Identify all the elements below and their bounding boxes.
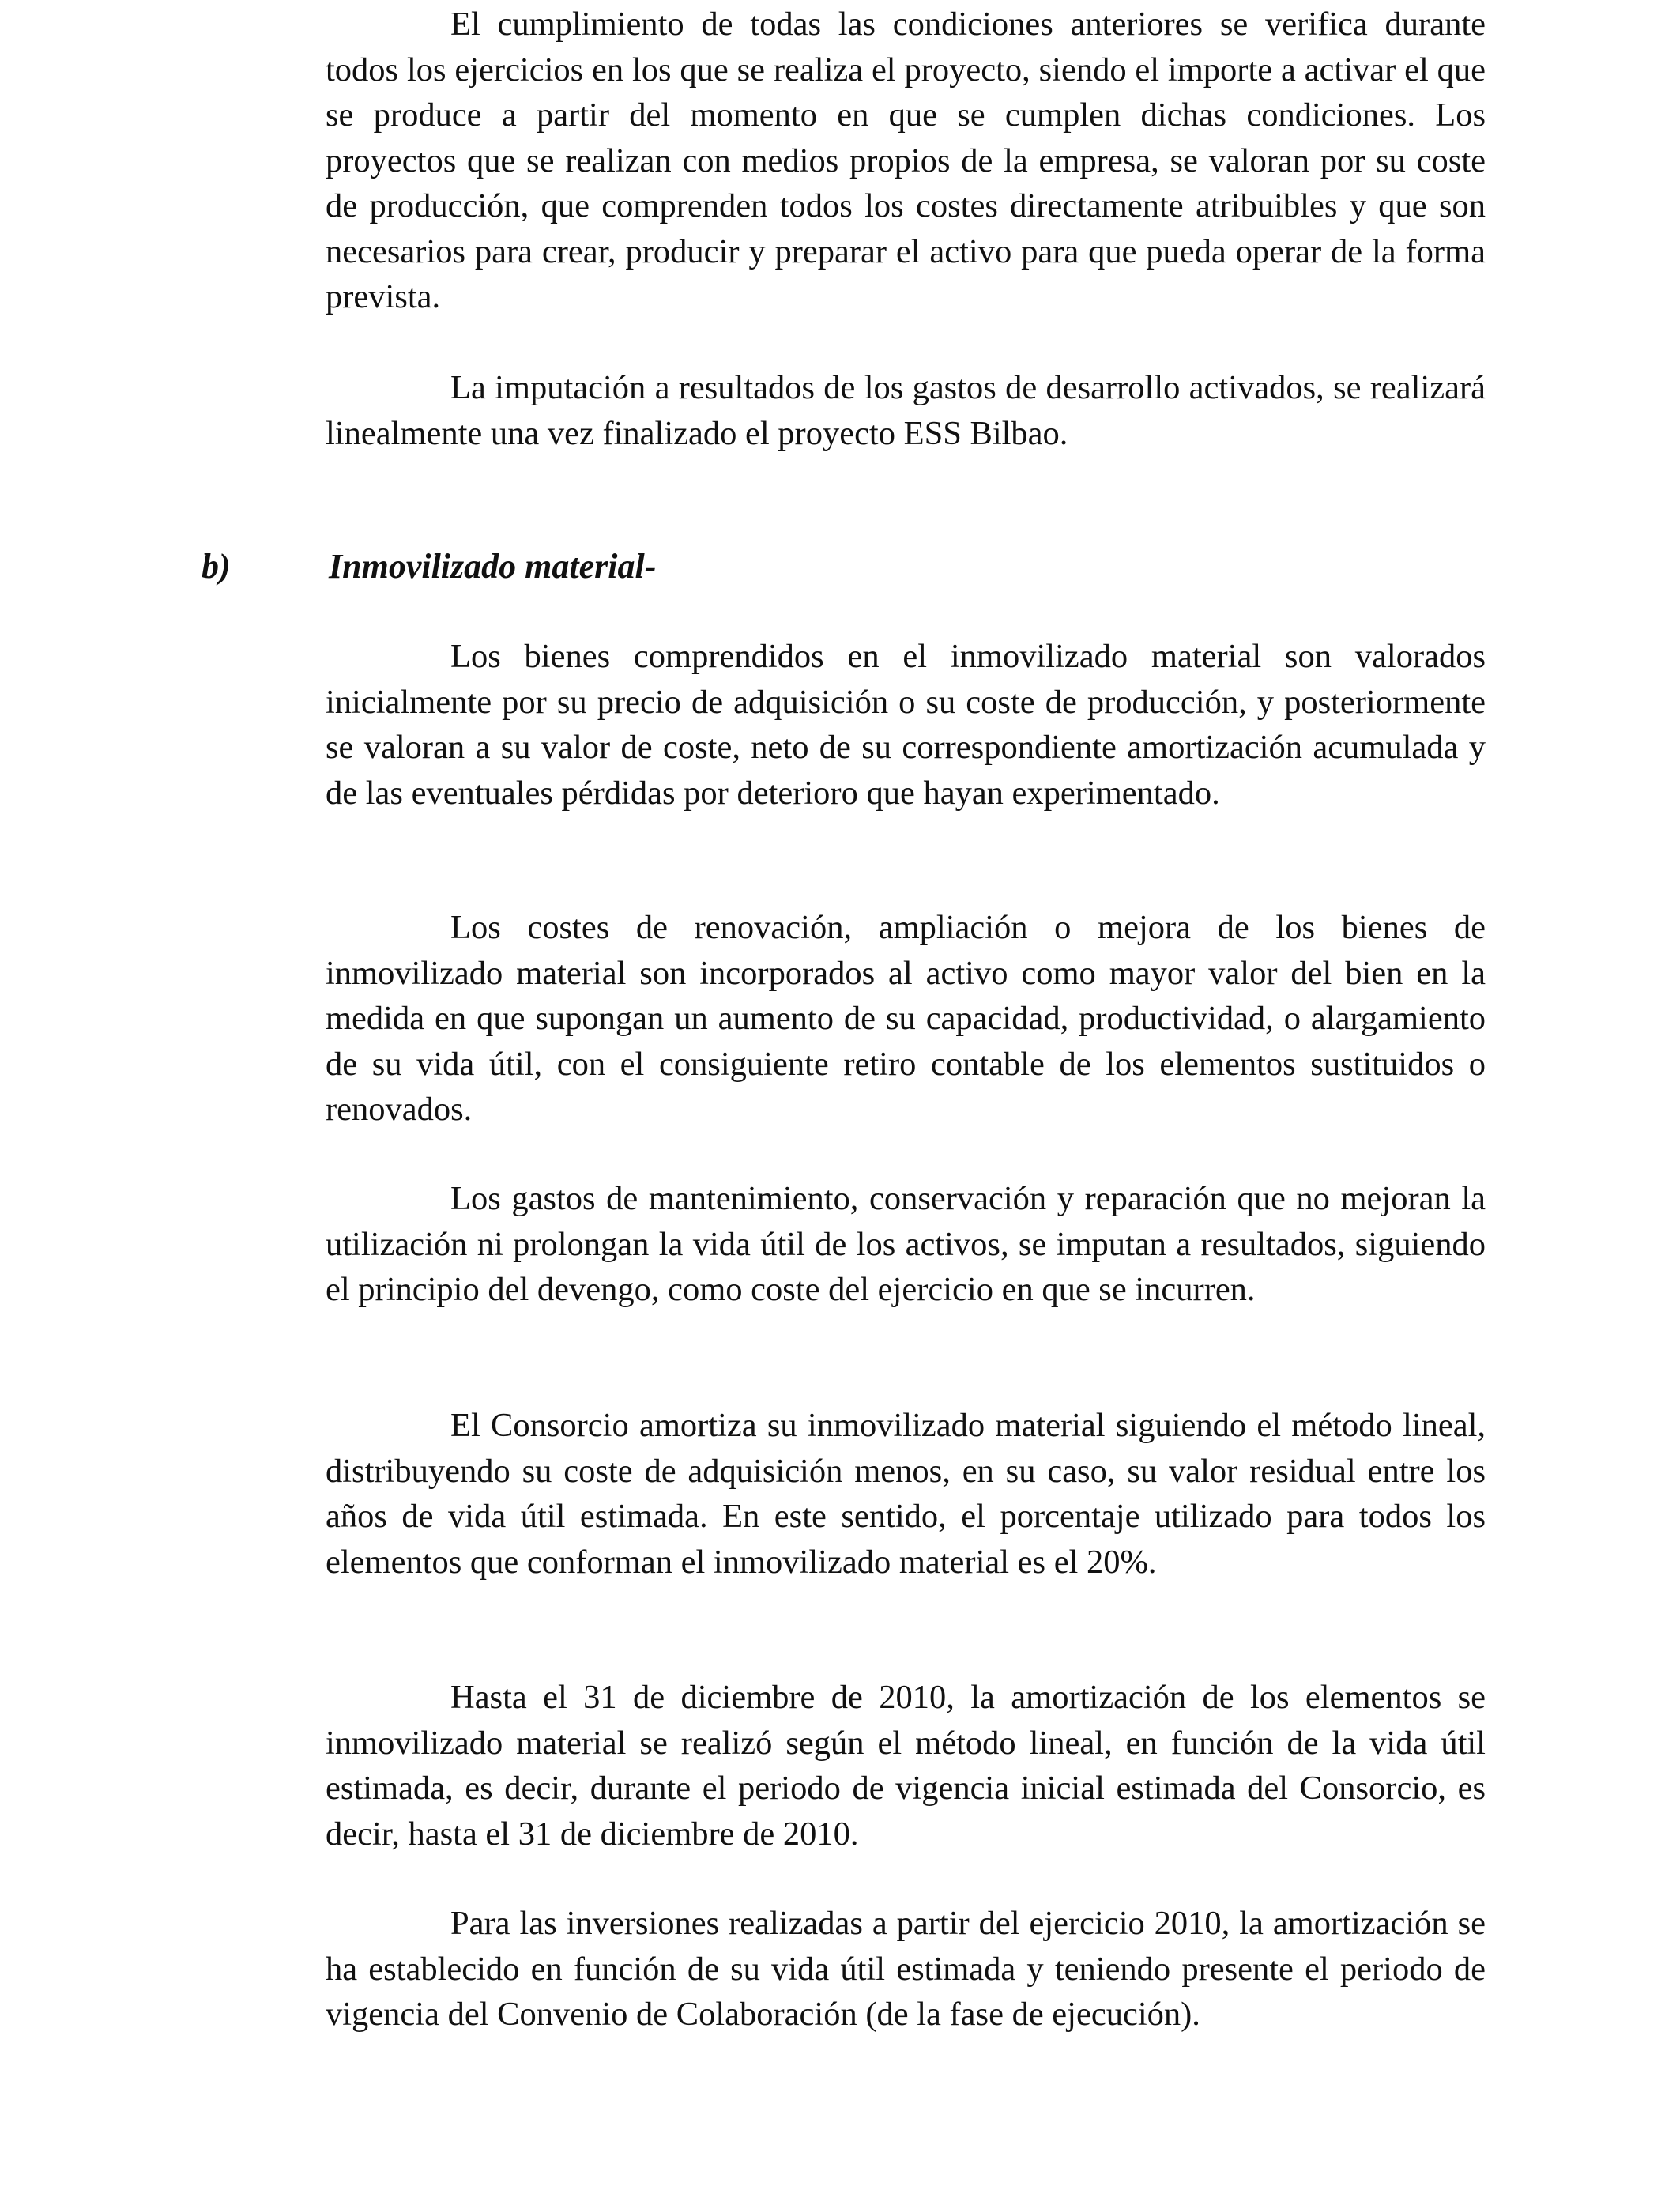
- paragraph-costes-renovacion: Los costes de renovación, ampliación o mejora de los bienes de inmovilizado material son incorporados al activo como mayor valor del bien en la medida en que supongan un aumento de su capacidad, productividad, o alargamiento de su vida útil, con el consiguiente retiro contable de los elementos sustituidos o renovados.: [326, 909, 1486, 1128]
- section-letter: b): [202, 547, 231, 586]
- paragraph-imputacion-gastos: La imputación a resultados de los gastos de desarrollo activados, se realizará linealmente una vez finalizado el proyecto ESS Bilbao.: [326, 369, 1486, 452]
- paragraph-gastos-mantenimiento: Los gastos de mantenimiento, conservación y reparación que no mejoran la utilización ni prolongan la vida útil de los activos, se imputan a resultados, siguiendo el principio del devengo, como coste del ejercicio en que se incurren.: [326, 1180, 1486, 1308]
- section-title: Inmovilizado material-: [329, 547, 657, 586]
- paragraph-amortizacion-metodo: El Consorcio amortiza su inmovilizado material siguiendo el método lineal, distribuyendo su coste de adquisición menos, en su caso, su valor residual entre los años de vida útil estimada. En este sentido, el porcentaje utilizado para todos los elementos que conforman el inmovilizado material es el 20%.: [326, 1407, 1486, 1581]
- paragraph-amortizacion-2010: Hasta el 31 de diciembre de 2010, la amortización de los elementos se inmovilizado material se realizó según el método lineal, en función de la vida útil estimada, es decir, durante el periodo de vigencia inicial estimada del Consorcio, es decir, hasta el 31 de diciembre de 2010.: [326, 1679, 1486, 1853]
- paragraph-valoracion-bienes: Los bienes comprendidos en el inmovilizado material son valorados inicialmente por su precio de adquisición o su coste de producción, y posteriormente se valoran a su valor de coste, neto de su correspondiente amortización acumulada y de las eventuales pérdidas por deterioro que hayan experimentado.: [326, 638, 1486, 812]
- paragraph-inversiones-2010: Para las inversiones realizadas a partir del ejercicio 2010, la amortización se ha establecido en función de su vida útil estimada y teniendo presente el periodo de vigencia del Convenio de Colaboración (de la fase de ejecución).: [326, 1905, 1486, 2033]
- paragraph-proyectos-condiciones: El cumplimiento de todas las condiciones anteriores se verifica durante todos los ejercicios en los que se realiza el proyecto, siendo el importe a activar el que se produce a partir del momento en que se cumplen dichas condiciones. Los proyectos que se realizan con medios propios de la empresa, se valoran por su coste de producción, que comprenden todos los costes directamente atribuibles y que son necesarios para crear, producir y preparar el activo para que pueda operar de la forma prevista.: [326, 6, 1486, 315]
